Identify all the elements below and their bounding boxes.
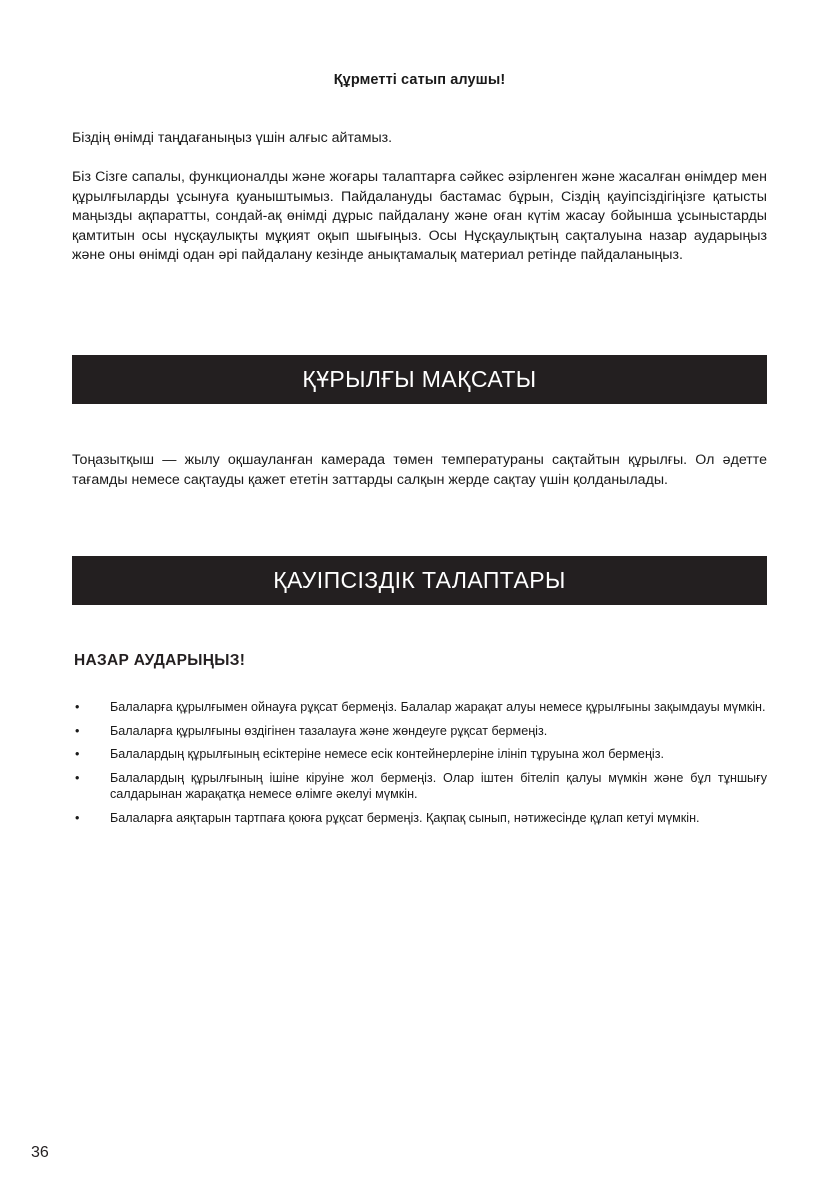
list-item — [72, 770, 767, 803]
safety-section-title: ҚАУІПСІЗДІК ТАЛАПТАРЫ — [273, 567, 566, 593]
purpose-paragraph: Тоңазытқыш — жылу оқшауланған камерада төмен температураны сақтайтын құрылғы. Ол әдетте тағамды немесе сақтауды қажет ететін заттарды салқын жерде сақтау үшін қолданылады. — [72, 452, 767, 488]
safety-bullet-list — [72, 699, 767, 834]
list-item — [72, 810, 767, 827]
list-item-text: Балаларға құрылғымен ойнауға рұқсат бермеңіз. Балалар жарақат алуы немесе құрылғыны зақымдауы мүмкін. — [110, 700, 766, 714]
list-item-text: Балаларға аяқтарын тартпаға қоюға рұқсат бермеңіз. Қақпақ сынып, нәтижесінде құлап кетуі мүмкін. — [110, 810, 700, 825]
warning-heading: НАЗАР АУДАРЫҢЫЗ! — [74, 652, 246, 669]
thanks-paragraph: Біздің өнімді таңдағаныңыз үшін алғыс айтамыз. — [72, 130, 393, 146]
list-item — [72, 746, 767, 763]
list-item-text: Балалардың құрылғының есіктеріне немесе есік контейнерлеріне ілініп тұруына жол бермеңіз. — [110, 747, 664, 762]
bullet-icon: • — [75, 723, 80, 738]
list-item-text: Балалардың құрылғының ішіне кіруіне жол бермеңіз. Олар іштен бітеліп қалуы мүмкін және бұл тұншығу салдарынан жарақатқа немесе өлімге әкелуі мүмкін. — [110, 770, 767, 802]
list-item-text: Балаларға құрылғыны өздігінен тазалауға және жөндеуге рұқсат бермеңіз. — [110, 723, 548, 738]
list-item — [72, 723, 767, 740]
purpose-section-banner — [72, 355, 767, 404]
bullet-icon: • — [75, 770, 80, 785]
purpose-section-title: ҚҰРЫЛҒЫ МАҚСАТЫ — [302, 366, 537, 392]
greeting-heading: Құрметті сатып алушы! — [333, 72, 506, 88]
bullet-icon: • — [75, 747, 80, 762]
list-item — [72, 699, 767, 716]
bullet-icon: • — [75, 700, 80, 714]
safety-section-banner — [72, 556, 767, 605]
bullet-icon: • — [75, 810, 80, 825]
intro-paragraph: Біз Сізге сапалы, функционалды және жоғары талаптарға сәйкес әзірленген және жасалған өнімдер мен құрылғыларды ұсынуға қуаныштымыз. Пайдалануды бастамас бұрын, Сіздің қауіпсіздігіңізге қатысты маңызды ақпаратты, сондай-ақ өнімді дұрыс пайдалану және оған күтім жасау бойынша ұсыныстарды қамтитын осы нұсқаулықты мұқият оқып шығыңыз. Осы Нұсқаулықтың сақталуына назар аударыңыз және оны өнімді одан әрі пайдалану кезінде анықтамалық материал ретінде пайдаланыңыз. — [72, 169, 767, 264]
page-number: 36 — [31, 1144, 49, 1161]
